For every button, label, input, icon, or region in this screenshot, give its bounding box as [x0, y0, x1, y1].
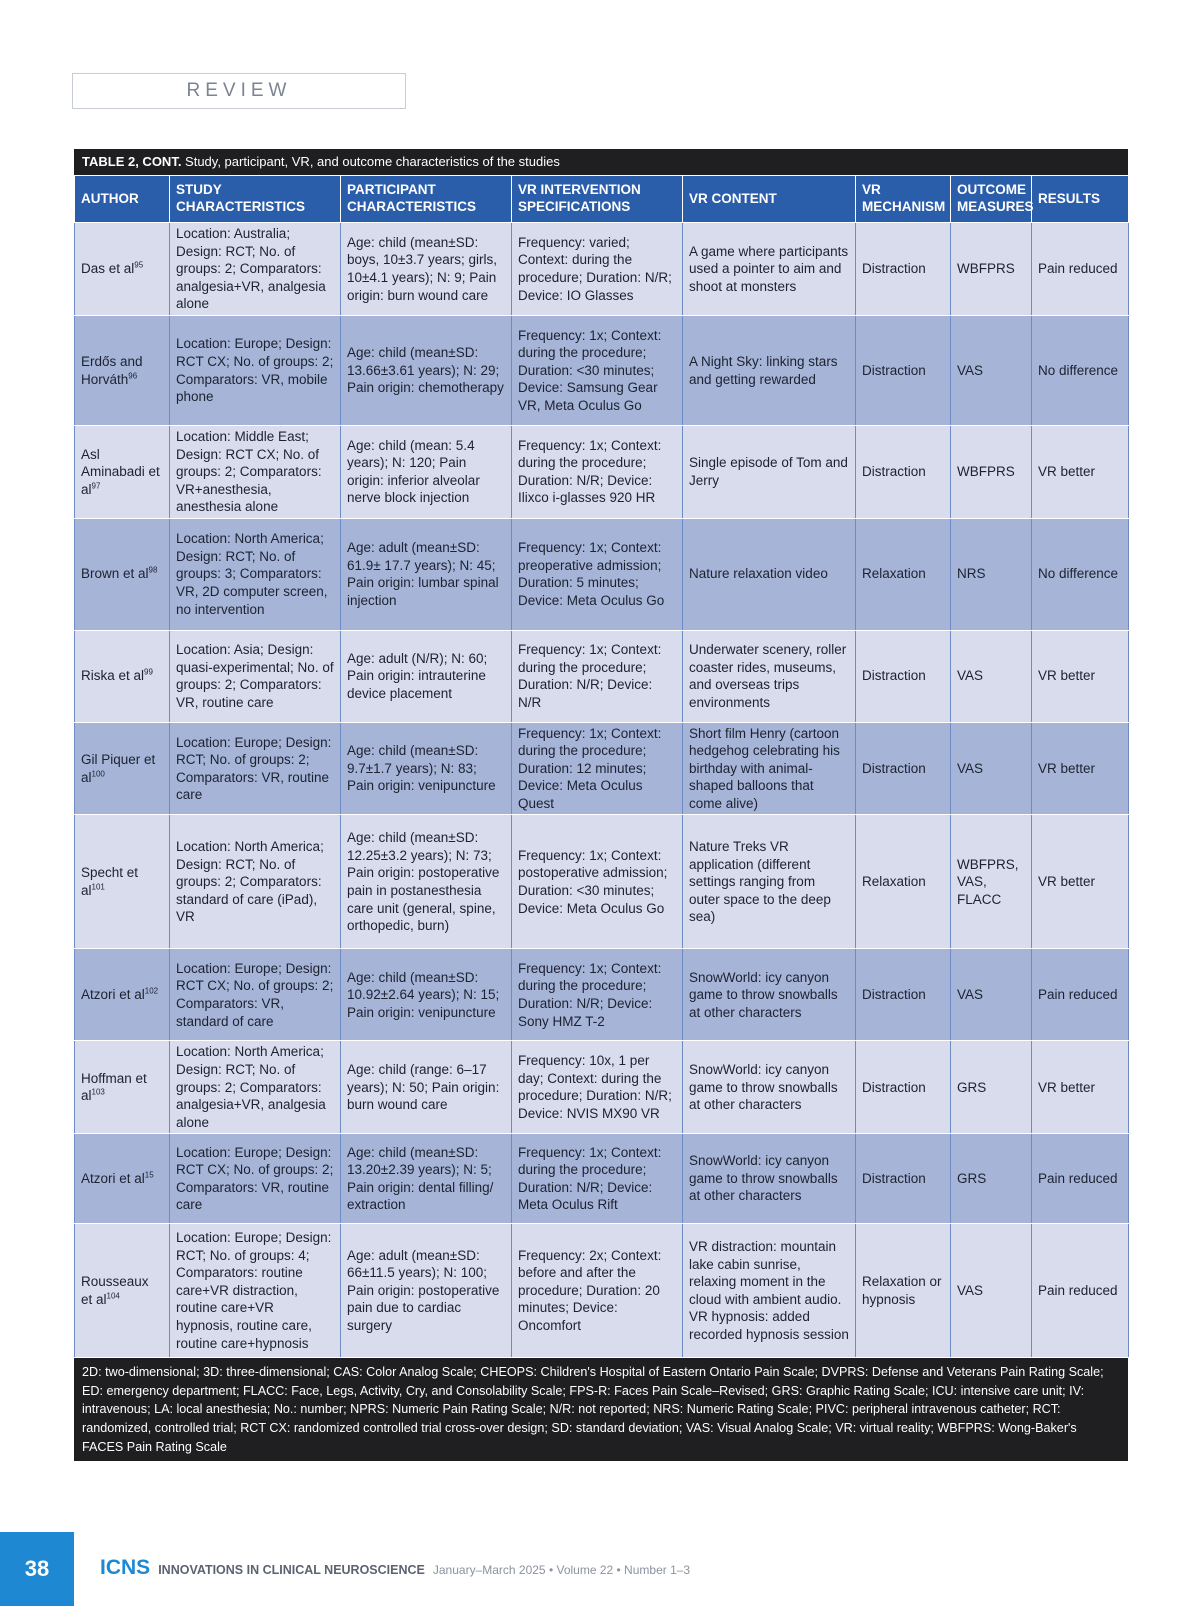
results-cell: Pain reduced [1032, 1134, 1129, 1224]
study-characteristics-cell: Location: Europe; Design: RCT; No. of groups: 2; Comparators: VR, routine care [170, 722, 341, 815]
vr-intervention-cell: Frequency: 2x; Context: before and after the procedure; Duration: 20 minutes; Device: Oncomfort [512, 1224, 683, 1358]
table-caption-text: Study, participant, VR, and outcome characteristics of the studies [181, 154, 560, 169]
author-name: Specht et al [81, 865, 139, 898]
study-characteristics-cell: Location: Middle East; Design: RCT CX; No. of groups: 2; Comparators: VR+anesthesia, anesthesia alone [170, 426, 341, 519]
outcome-measures-cell: VAS [951, 949, 1032, 1041]
column-header-results: RESULTS [1032, 176, 1129, 223]
vr-content-cell: Nature relaxation video [683, 518, 856, 630]
author-name: Rousseaux et al [81, 1274, 149, 1307]
participant-characteristics-cell: Age: child (mean±SD: 13.20±2.39 years); N: 5; Pain origin: dental filling/ extraction [341, 1134, 512, 1224]
vr-intervention-cell: Frequency: 1x; Context: preoperative admission; Duration: 5 minutes; Device: Meta Oculus Go [512, 518, 683, 630]
author-name: Atzori et al [81, 1170, 145, 1186]
table-row [75, 316, 1129, 426]
table-row [75, 223, 1129, 316]
vr-mechanism-cell: Distraction [856, 426, 951, 519]
column-header-outcome: OUTCOME MEASURES [951, 176, 1032, 223]
author-cell [75, 223, 170, 316]
study-characteristics-cell: Location: Europe; Design: RCT; No. of groups: 4; Comparators: routine care+VR distraction, routine care+VR hypnosis, routine care, routine care+hypnosis [170, 1224, 341, 1358]
journal-name: INNOVATIONS IN CLINICAL NEUROSCIENCE [158, 1563, 425, 1577]
author-cell [75, 722, 170, 815]
table-caption-number: TABLE 2, CONT. [82, 154, 182, 169]
study-table [74, 149, 1128, 1461]
vr-mechanism-cell: Relaxation [856, 518, 951, 630]
outcome-measures-cell: GRS [951, 1134, 1032, 1224]
outcome-measures-cell: VAS [951, 316, 1032, 426]
results-cell: No difference [1032, 518, 1129, 630]
author-name: Erdős and Horváth [81, 353, 143, 387]
vr-intervention-cell: Frequency: 10x, 1 per day; Context: during the procedure; Duration: N/R; Device: NVIS MX90 VR [512, 1041, 683, 1134]
outcome-measures-cell: VAS [951, 630, 1032, 722]
column-header-participant: PARTICIPANT CHARACTERISTICS [341, 176, 512, 223]
table-row [75, 1224, 1129, 1358]
journal-footer [100, 1556, 690, 1580]
vr-content-cell: SnowWorld: icy canyon game to throw snowballs at other characters [683, 949, 856, 1041]
column-header-author: AUTHOR [75, 176, 170, 223]
results-cell: VR better [1032, 815, 1129, 949]
study-characteristics-cell: Location: North America; Design: RCT; No. of groups: 3; Comparators: VR, 2D computer screen, no intervention [170, 518, 341, 630]
outcome-measures-cell: NRS [951, 518, 1032, 630]
table-row [75, 815, 1129, 949]
table-row [75, 630, 1129, 722]
study-characteristics-cell: Location: Europe; Design: RCT CX; No. of groups: 2; Comparators: VR, mobile phone [170, 316, 341, 426]
reference-number: 97 [91, 481, 101, 491]
participant-characteristics-cell: Age: child (mean±SD: boys, 10±3.7 years; girls, 10±4.1 years); N: 9; Pain origin: burn wound care [341, 223, 512, 316]
reference-number: 102 [144, 986, 159, 996]
outcome-measures-cell: WBFPRS, VAS, FLACC [951, 815, 1032, 949]
participant-characteristics-cell: Age: adult (N/R); N: 60; Pain origin: intrauterine device placement [341, 630, 512, 722]
results-cell: VR better [1032, 1041, 1129, 1134]
vr-intervention-cell: Frequency: 1x; Context: during the procedure; Duration: N/R; Device: Sony HMZ T-2 [512, 949, 683, 1041]
vr-content-cell: A Night Sky: linking stars and getting rewarded [683, 316, 856, 426]
vr-mechanism-cell: Distraction [856, 722, 951, 815]
table-row [75, 426, 1129, 519]
vr-mechanism-cell: Relaxation [856, 815, 951, 949]
vr-mechanism-cell: Distraction [856, 630, 951, 722]
vr-mechanism-cell: Distraction [856, 1041, 951, 1134]
participant-characteristics-cell: Age: child (range: 6–17 years); N: 50; Pain origin: burn wound care [341, 1041, 512, 1134]
table-row [75, 722, 1129, 815]
participant-characteristics-cell: Age: child (mean±SD: 12.25±3.2 years); N: 73; Pain origin: postoperative pain in postanesthesia care unit (general, spine, orthopedic, burn) [341, 815, 512, 949]
outcome-measures-cell: WBFPRS [951, 426, 1032, 519]
vr-content-cell: Nature Treks VR application (different settings ranging from outer space to the deep sea) [683, 815, 856, 949]
table-caption [74, 149, 1128, 175]
study-characteristics-cell: Location: Europe; Design: RCT CX; No. of groups: 2; Comparators: VR, standard of care [170, 949, 341, 1041]
table-row [75, 518, 1129, 630]
results-cell: VR better [1032, 722, 1129, 815]
page-number: 38 [0, 1532, 74, 1606]
vr-mechanism-cell: Distraction [856, 1134, 951, 1224]
vr-content-cell: Single episode of Tom and Jerry [683, 426, 856, 519]
table-row [75, 1134, 1129, 1224]
vr-mechanism-cell: Distraction [856, 316, 951, 426]
author-name: Gil Piquer et al [81, 752, 156, 785]
participant-characteristics-cell: Age: adult (mean±SD: 66±11.5 years); N: 100; Pain origin: postoperative pain due to cardiac surgery [341, 1224, 512, 1358]
issue-info: January–March 2025 • Volume 22 • Number 1–3 [432, 1563, 691, 1577]
reference-number: 15 [144, 1170, 154, 1180]
vr-intervention-cell: Frequency: varied; Context: during the procedure; Duration: N/R; Device: IO Glasses [512, 223, 683, 316]
reference-number: 98 [148, 565, 158, 575]
study-characteristics-cell: Location: Australia; Design: RCT; No. of groups: 2; Comparators: analgesia+VR, analgesia alone [170, 223, 341, 316]
table-footnote: 2D: two-dimensional; 3D: three-dimensional; CAS: Color Analog Scale; CHEOPS: Children's Hospital of Eastern Ontario Pain Scale; DVPRS: Defense and Veterans Pain Rating Scale; ED: emergency department; FLACC: Face, Legs, Activity, Cry, and Consolability Scale; FPS-R: Faces Pain Scale–Revised; GRS: Graphic Rating Scale; ICU: intensive care unit; IV: intravenous; LA: local anesthesia; No.: number; NPRS: Numeric Pain Rating Scale; N/R: not reported; NRS: Numeric Rating Scale; PIVC: peripheral intravenous catheter; RCT: randomized, controlled trial; RCT CX: randomized controlled trial cross-over design; SD: standard deviation; VAS: Visual Analog Scale; VR: virtual reality; WBFPRS: Wong-Baker's FACES Pain Rating Scale [74, 1358, 1128, 1461]
study-characteristics-cell: Location: North America; Design: RCT; No. of groups: 2; Comparators: standard of care (iPad), VR [170, 815, 341, 949]
column-header-intervention: VR INTERVENTION SPECIFICATIONS [512, 176, 683, 223]
table-row [75, 1041, 1129, 1134]
vr-intervention-cell: Frequency: 1x; Context: during the procedure; Duration: <30 minutes; Device: Samsung Gear VR, Meta Oculus Go [512, 316, 683, 426]
author-name: Asl Aminabadi et al [81, 446, 160, 497]
vr-intervention-cell: Frequency: 1x; Context: during the procedure; Duration: N/R; Device: Meta Oculus Rift [512, 1134, 683, 1224]
outcome-measures-cell: WBFPRS [951, 223, 1032, 316]
table-header-row [75, 176, 1129, 223]
author-name: Riska et al [81, 668, 145, 684]
reference-number: 101 [91, 882, 105, 892]
table-body [75, 223, 1129, 1358]
reference-number: 100 [91, 769, 105, 779]
column-header-mechanism: VR MECHANISM [856, 176, 951, 223]
reference-number: 95 [134, 260, 144, 270]
column-header-content: VR CONTENT [683, 176, 856, 223]
vr-mechanism-cell: Distraction [856, 949, 951, 1041]
vr-content-cell: SnowWorld: icy canyon game to throw snowballs at other characters [683, 1134, 856, 1224]
vr-content-cell: SnowWorld: icy canyon game to throw snowballs at other characters [683, 1041, 856, 1134]
author-cell [75, 426, 170, 519]
reference-number: 99 [144, 667, 153, 677]
outcome-measures-cell: VAS [951, 722, 1032, 815]
outcome-measures-cell: GRS [951, 1041, 1032, 1134]
participant-characteristics-cell: Age: adult (mean±SD: 61.9± 17.7 years); N: 45; Pain origin: lumbar spinal injection [341, 518, 512, 630]
table-row [75, 949, 1129, 1041]
vr-content-cell: Underwater scenery, roller coaster rides, museums, and overseas trips environments [683, 630, 856, 722]
vr-intervention-cell: Frequency: 1x; Context: during the procedure; Duration: N/R; Device: N/R [512, 630, 683, 722]
results-cell: VR better [1032, 630, 1129, 722]
vr-intervention-cell: Frequency: 1x; Context: during the procedure; Duration: N/R; Device: Ilixco i-glasses 920 HR [512, 426, 683, 519]
participant-characteristics-cell: Age: child (mean±SD: 10.92±2.64 years); N: 15; Pain origin: venipuncture [341, 949, 512, 1041]
author-cell [75, 815, 170, 949]
participant-characteristics-cell: Age: child (mean±SD: 13.66±3.61 years); N: 29; Pain origin: chemotherapy [341, 316, 512, 426]
vr-intervention-cell: Frequency: 1x; Context: during the procedure; Duration: 12 minutes; Device: Meta Oculus Quest [512, 722, 683, 815]
study-characteristics-cell: Location: North America; Design: RCT; No. of groups: 2; Comparators: analgesia+VR, analgesia alone [170, 1041, 341, 1134]
results-cell: VR better [1032, 426, 1129, 519]
author-cell [75, 949, 170, 1041]
author-cell [75, 630, 170, 722]
column-header-study: STUDY CHARACTERISTICS [170, 176, 341, 223]
author-name: Hoffman et al [81, 1070, 147, 1104]
author-name: Das et al [81, 261, 135, 277]
outcome-measures-cell: VAS [951, 1224, 1032, 1358]
study-characteristics-cell: Location: Europe; Design: RCT CX; No. of groups: 2; Comparators: VR, routine care [170, 1134, 341, 1224]
vr-content-cell: Short film Henry (cartoon hedgehog celebrating his birthday with animal-shaped balloons that come alive) [683, 722, 856, 815]
participant-characteristics-cell: Age: child (mean: 5.4 years); N: 120; Pain origin: inferior alveolar nerve block injection [341, 426, 512, 519]
vr-intervention-cell: Frequency: 1x; Context: postoperative admission; Duration: <30 minutes; Device: Meta Oculus Go [512, 815, 683, 949]
study-characteristics-cell: Location: Asia; Design: quasi-experimental; No. of groups: 2; Comparators: VR, routine care [170, 630, 341, 722]
results-cell: Pain reduced [1032, 949, 1129, 1041]
reference-number: 96 [128, 371, 138, 380]
results-cell: No difference [1032, 316, 1129, 426]
author-cell [75, 1041, 170, 1134]
author-cell [75, 1134, 170, 1224]
vr-content-cell: A game where participants used a pointer to aim and shoot at monsters [683, 223, 856, 316]
reference-number: 104 [106, 1291, 120, 1301]
vr-content-cell: VR distraction: mountain lake cabin sunrise, relaxing moment in the cloud with ambient audio. VR hypnosis: added recorded hypnosis session [683, 1224, 856, 1358]
section-label: REVIEW [72, 73, 406, 109]
author-cell [75, 316, 170, 426]
author-cell [75, 518, 170, 630]
author-name: Atzori et al [81, 987, 145, 1003]
results-cell: Pain reduced [1032, 1224, 1129, 1358]
vr-mechanism-cell: Relaxation or hypnosis [856, 1224, 951, 1358]
vr-mechanism-cell: Distraction [856, 223, 951, 316]
results-cell: Pain reduced [1032, 223, 1129, 316]
author-name: Brown et al [81, 566, 149, 582]
reference-number: 103 [91, 1087, 105, 1097]
journal-abbreviation: ICNS [100, 1556, 151, 1579]
characteristics-table [74, 175, 1129, 1358]
author-cell [75, 1224, 170, 1358]
participant-characteristics-cell: Age: child (mean±SD: 9.7±1.7 years); N: 83; Pain origin: venipuncture [341, 722, 512, 815]
